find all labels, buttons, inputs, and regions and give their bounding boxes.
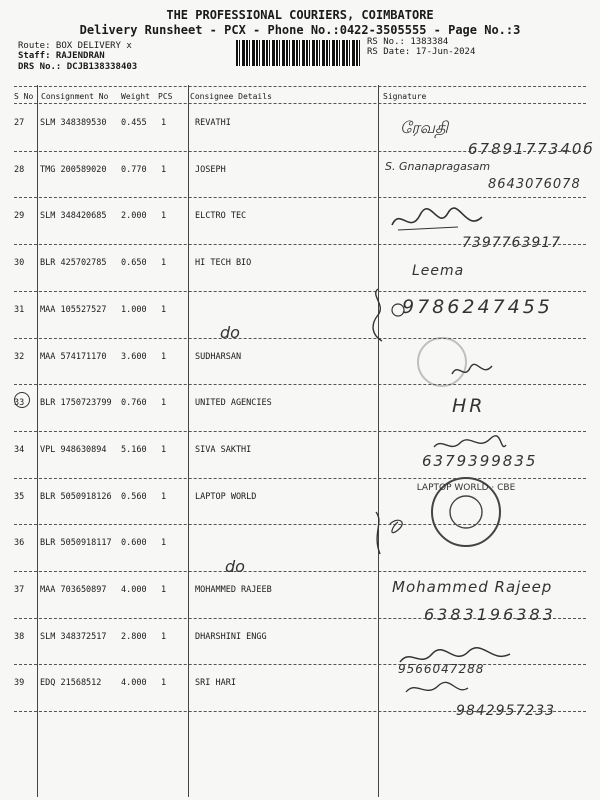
row-divider [14,338,586,339]
handwritten-ditto: do [225,557,245,576]
cell-consignment-no: SLM 348389530 [40,118,107,128]
cell-pcs: 1 [161,211,167,222]
cell-sno: 35 [14,491,25,502]
cell-sno: 33 [14,398,25,409]
cell-sno: 28 [14,164,25,175]
handwritten-name: Mohammed Rajeep [392,578,553,596]
signature-scribble [402,678,472,702]
col-header-weight: Weight [121,92,150,101]
cell-pcs: 1 [161,444,167,455]
handwritten-phone: 8643076078 [488,177,581,192]
cell-weight: 4.000 [121,585,147,595]
stamp-text: LAPTOP WORLD · CBE [416,483,516,493]
cell-pcs: 1 [161,304,167,315]
cell-weight: 0.770 [121,164,147,175]
company-title: THE PROFESSIONAL COURIERS, COIMBATORE [166,8,434,22]
rs-date: RS Date: 17-Jun-2024 [367,47,476,57]
cell-consignment-no: SLM 348420685 [40,211,107,222]
cell-pcs: 1 [161,538,167,549]
cell-consignment-no: BLR 1750723799 [40,398,112,409]
cell-consignee: UNITED AGENCIES [195,398,272,409]
col-divider [188,85,189,797]
cell-pcs: 1 [161,585,167,595]
handwritten-phone: 6383196383 [424,605,556,624]
cell-consignment-no: VPL 948630894 [40,444,107,455]
header-rule-bottom [14,103,586,104]
col-header-consignee: Consignee Details [190,92,272,101]
cell-consignee: ELCTRO TEC [195,211,247,222]
cell-consignment-no: EDQ 21568512 [40,678,102,689]
runsheet-subtitle: Delivery Runsheet - PCX - Phone No.:0422-3505555 - Page No.:3 [79,23,521,37]
handwritten-ditto: do [220,323,240,342]
cell-consignment-no: MAA 703650897 [40,585,107,595]
col-header-consignment: Consignment No [41,92,109,101]
cell-pcs: 1 [161,398,167,409]
cell-pcs: 1 [161,491,167,502]
cell-weight: 2.800 [121,631,147,642]
row-divider [14,291,586,292]
cell-weight: 1.000 [121,304,147,315]
cell-consignee: JOSEPH [195,164,226,175]
cell-consignment-no: MAA 105527527 [40,304,107,315]
cell-sno: 36 [14,538,25,549]
col-header-sno: S No [14,92,34,101]
cell-weight: 2.000 [121,211,147,222]
cell-weight: 0.600 [121,538,147,549]
handwritten-phone: 6379399835 [422,452,538,470]
handwritten-name: S. Gnanapragasam [385,160,491,173]
cell-pcs: 1 [161,164,167,175]
staff-label: Staff: RAJENDRAN [18,51,105,61]
cell-consignee: HI TECH BIO [195,258,252,269]
cell-consignee: LAPTOP WORLD [195,491,257,502]
cell-pcs: 1 [161,351,167,362]
cell-sno: 34 [14,444,25,455]
cell-pcs: 1 [161,631,167,642]
cell-consignee: MOHAMMED RAJEEB [195,585,272,595]
cell-pcs: 1 [161,118,167,128]
cell-consignment-no: MAA 574171170 [40,351,107,362]
cell-weight: 0.560 [121,491,147,502]
col-header-signature: Signature [383,92,427,101]
cell-consignment-no: TMG 200589020 [40,164,107,175]
drs-label: DRS No.: DCJB138338403 [18,62,138,72]
col-divider [378,85,379,797]
cell-sno: 30 [14,258,25,269]
cell-sno: 38 [14,631,25,642]
cell-sno: 27 [14,118,25,128]
col-header-pcs: PCS [158,92,173,101]
cell-pcs: 1 [161,258,167,269]
handwritten-note: HR [452,395,486,417]
handwritten-phone: 6789177340б [468,140,595,158]
barcode [236,40,360,66]
cell-weight: 5.160 [121,444,147,455]
bracket-mark [368,508,412,558]
cell-consignment-no: BLR 5050918117 [40,538,112,549]
cell-sno: 29 [14,211,25,222]
cell-consignment-no: BLR 425702785 [40,258,107,269]
cell-consignee: SRI HARI [195,678,236,689]
handwritten-name: ரேவதி [400,118,449,137]
cell-sno: 37 [14,585,25,595]
rs-number: RS No.: 1383384 [367,37,449,47]
cell-consignee: DHARSHINI ENGG [195,631,267,642]
handwritten-phone: 9842957233 [456,703,556,719]
handwritten-phone: 9786247455 [402,296,553,318]
handwritten-phone: 9566047288 [398,662,485,676]
handwritten-name: Leema [412,263,465,279]
cell-pcs: 1 [161,678,167,689]
cell-consignment-no: BLR 5050918126 [40,491,112,502]
signature-scribble [388,205,488,237]
signature-scribble [448,360,498,384]
cell-weight: 3.600 [121,351,147,362]
circled-row-mark [14,392,30,408]
cell-weight: 0.455 [121,118,147,128]
cell-sno: 39 [14,678,25,689]
row-divider [14,571,586,572]
row-divider [14,197,586,198]
cell-consignee: REVATHI [195,118,231,128]
header-rule-top [14,86,586,87]
cell-weight: 0.760 [121,398,147,409]
cell-weight: 4.000 [121,678,147,689]
route-label: Route: BOX DELIVERY x [18,41,132,51]
cell-consignment-no: SLM 348372517 [40,631,107,642]
cell-sno: 32 [14,351,25,362]
cell-weight: 0.650 [121,258,147,269]
col-divider [37,85,38,797]
cell-consignee: SUDHARSAN [195,351,242,362]
cell-consignee: SIVA SAKTHI [195,444,252,455]
handwritten-phone: 7397763917 [462,235,562,251]
row-divider [14,384,586,385]
cell-sno: 31 [14,304,25,315]
laptop-world-stamp [416,474,516,550]
row-divider [14,431,586,432]
